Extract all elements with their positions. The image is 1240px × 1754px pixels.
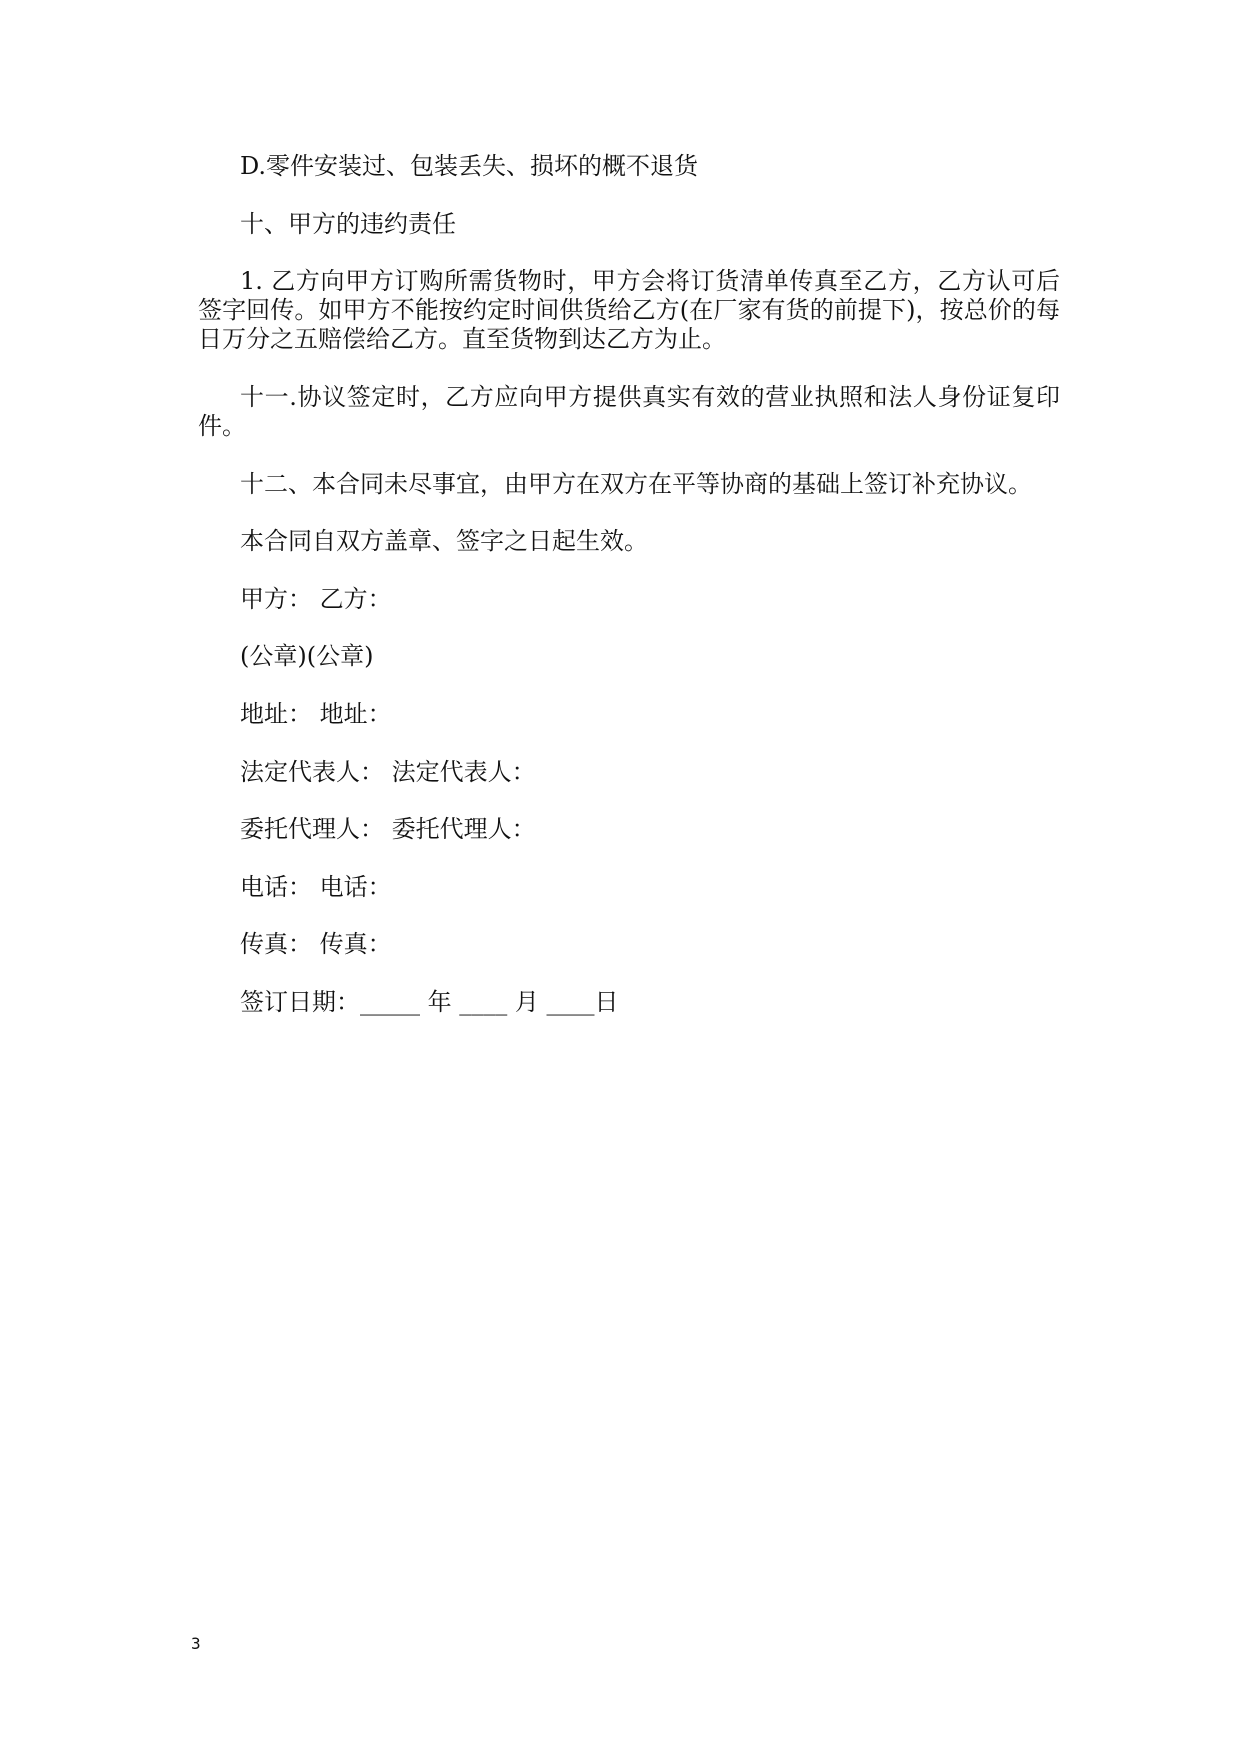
signature-authorized-agent: 委托代理人： 委托代理人：: [240, 815, 536, 843]
clause-10-item-1: 1. 乙方向甲方订购所需货物时，甲方会将订货清单传真至乙方，乙方认可后签字回传。如甲方不能按约定时间供货给乙方(在厂家有货的前提下)，按总价的每日万分之五赔偿给乙方。直至货物到达乙方为止。: [198, 267, 1060, 353]
signature-address: 地址： 地址：: [240, 700, 392, 728]
signature-parties: 甲方： 乙方：: [240, 585, 392, 613]
clause-12: 十二、本合同未尽事宜，由甲方在双方在平等协商的基础上签订补充协议。: [240, 470, 1032, 498]
page-number: 3: [191, 1634, 201, 1653]
section-10-heading: 十、甲方的违约责任: [240, 210, 456, 238]
signature-legal-representative: 法定代表人： 法定代表人：: [240, 758, 536, 786]
signature-seal: (公章)(公章): [240, 642, 374, 670]
signature-phone: 电话： 电话：: [240, 873, 392, 901]
signature-date: 签订日期：_____ 年 ____ 月 ____日: [240, 988, 619, 1016]
effective-clause: 本合同自双方盖章、签字之日起生效。: [240, 527, 648, 555]
clause-11: 十一.协议签定时，乙方应向甲方提供真实有效的营业执照和法人身份证复印件。: [198, 383, 1060, 440]
signature-fax: 传真： 传真：: [240, 930, 392, 958]
clause-9-item-d: D.零件安装过、包装丢失、损坏的概不退货: [240, 152, 699, 180]
